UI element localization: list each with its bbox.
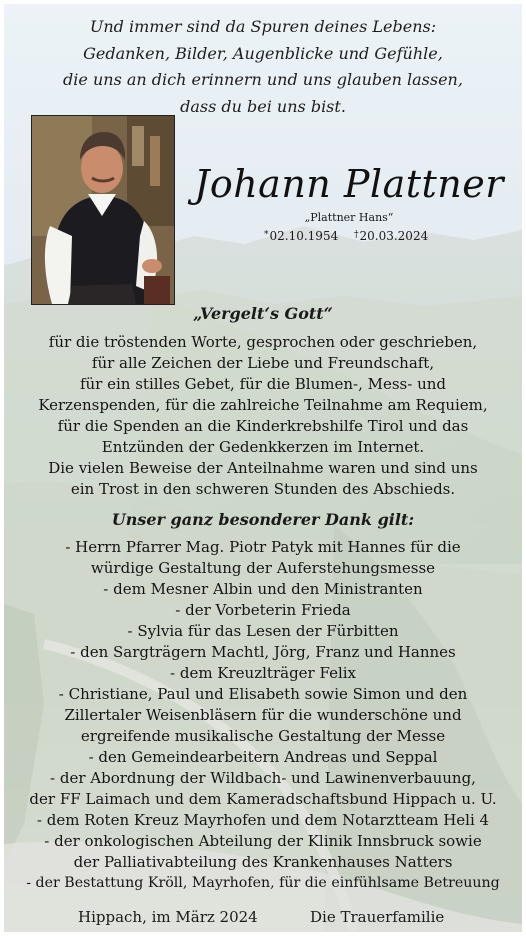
birth-date-line: [264, 229, 338, 243]
thanks-line: Die vielen Beweise der Anteilnahme waren und sind uns: [48, 459, 478, 477]
thanks-line: Entzünden der Gedenkkerzen im Internet.: [101, 438, 425, 456]
birth-symbol: *: [264, 230, 269, 240]
death-date-line: [354, 229, 428, 243]
deceased-nickname: „Plattner Hans“: [304, 211, 394, 224]
list-item: - Herrn Pfarrer Mag. Piotr Patyk mit Hannes für die: [65, 538, 461, 556]
special-thanks-list: [4, 537, 522, 894]
thanks-line: für die Spenden an die Kinderkrebshilfe Tirol und das: [57, 417, 469, 435]
list-item: - dem Mesner Albin und den Ministranten: [103, 580, 423, 598]
thanks-heading: „Vergelt‘s Gott“: [193, 304, 333, 323]
motto-line: die uns an dich erinnern und uns glauben lassen,: [63, 70, 463, 89]
thanks-text: [4, 332, 522, 500]
list-item: - der onkologischen Abteilung der Klinik Innsbruck sowie: [44, 832, 482, 850]
deceased-name: Johann Plattner: [194, 162, 504, 206]
obituary-card: [4, 4, 522, 932]
list-item: der Palliativabteilung des Krankenhauses Natters: [73, 853, 453, 871]
thanks-line: für die tröstenden Worte, gesprochen oder geschrieben,: [48, 333, 478, 351]
thanks-line: ein Trost in den schweren Stunden des Abschieds.: [70, 480, 456, 498]
list-item: - der Vorbeterin Frieda: [175, 601, 351, 619]
list-item: - den Sargträgern Machtl, Jörg, Franz und Hannes: [70, 643, 456, 661]
list-item: - Christiane, Paul und Elisabeth sowie Simon und den: [58, 685, 468, 703]
list-item: - Sylvia für das Lesen der Fürbitten: [127, 622, 399, 640]
motto-line: dass du bei uns bist.: [180, 96, 346, 116]
list-item: würdige Gestaltung der Auferstehungsmesse: [90, 559, 436, 577]
motto-line: Und immer sind da Spuren deines Lebens:: [89, 17, 437, 36]
thanks-line: für ein stilles Gebet, für die Blumen-, Mess- und: [79, 375, 447, 393]
list-item: - dem Roten Kreuz Mayrhofen und dem Notarztteam Heli 4: [36, 811, 490, 829]
list-item: - der Abordnung der Wildbach- und Lawinenverbauung,: [50, 769, 476, 787]
thanks-line: für alle Zeichen der Liebe und Freundschaft,: [91, 354, 435, 372]
motto-line: Gedanken, Bilder, Augenblicke und Gefühle,: [83, 43, 443, 63]
list-item: - der Bestattung Kröll, Mayrhofen, für die einfühlsame Betreuung: [26, 875, 500, 891]
memorial-motto: [4, 14, 522, 120]
signature: Die Trauerfamilie: [310, 908, 445, 926]
list-item: - den Gemeindearbeitern Andreas und Seppal: [88, 748, 438, 766]
list-item: Zillertaler Weisenbläsern für die wunderschöne und: [64, 706, 462, 724]
list-item: - dem Kreuzlträger Felix: [170, 664, 356, 682]
death-cross-symbol: †: [354, 230, 359, 240]
death-date: 20.03.2024: [359, 229, 429, 243]
thanks-line: Kerzenspenden, für die zahlreiche Teilnahme am Requiem,: [38, 396, 488, 414]
list-item: der FF Laimach und dem Kameradschaftsbund Hippach u. U.: [29, 790, 497, 808]
portrait-photo: [31, 115, 175, 305]
special-thanks-heading: Unser ganz besonderer Dank gilt:: [111, 510, 415, 529]
birth-date: 02.10.1954: [269, 229, 339, 243]
list-item: ergreifende musikalische Gestaltung der Messe: [80, 727, 446, 745]
place-date: Hippach, im März 2024: [78, 908, 258, 926]
